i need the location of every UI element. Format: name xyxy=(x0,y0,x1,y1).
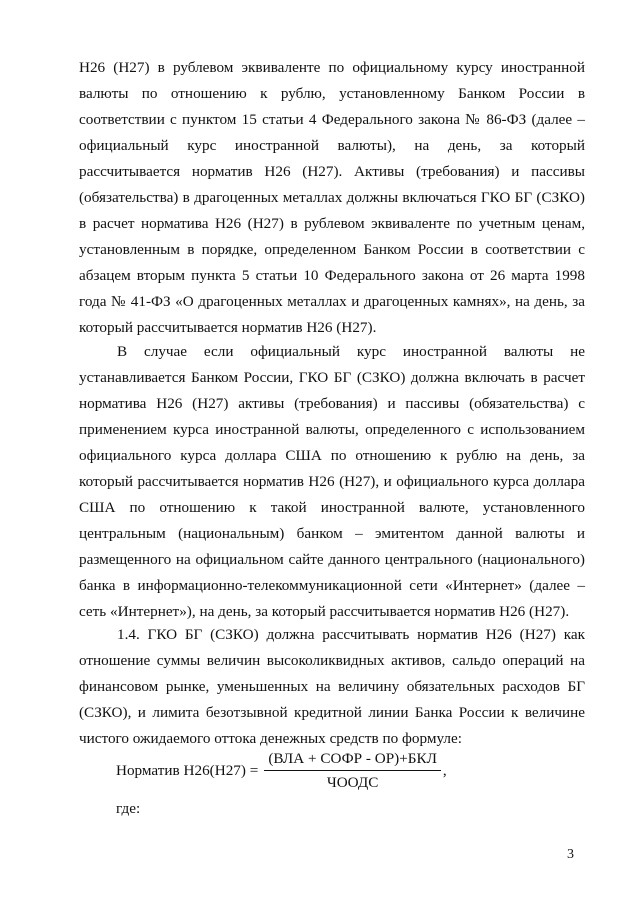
where-label: где: xyxy=(116,800,141,817)
formula-fraction xyxy=(264,750,441,792)
formula-lhs: Норматив Н26(Н27) = xyxy=(116,762,259,779)
formula-trailing-comma: , xyxy=(442,762,447,779)
formula-numerator: (ВЛА + СОФР - ОР)+БКЛ xyxy=(264,750,441,771)
paragraph-currency-conversion: Н26 (Н27) в рублевом эквиваленте по официальному курсу иностранной валюты по отношению к рублю, установленному Банком России в соответствии с пунктом 15 статьи 4 Федерального закона № 86-ФЗ (далее – официальный курс иностранной валюты), на день, за который рассчитывается норматив Н26 (Н27). Активы (требования) и пассивы (обязательства) в драгоценных металлах должны включаться ГКО БГ (СЗКО) в расчет норматива Н26 (Н27) в рублевом эквиваленте по учетным ценам, установленным в порядке, определенном Банком России в соответствии с абзацем вторым пункта 5 статьи 10 Федерального закона от 26 марта 1998 года № 41-ФЗ «О драгоценных металлах и драгоценных камнях», на день, за который рассчитывается норматив Н26 (Н27). xyxy=(79,59,585,336)
ratio-formula xyxy=(116,750,447,792)
page-number: 3 xyxy=(567,847,574,862)
paragraph-foreign-currency-rate: В случае если официальный курс иностранной валюты не устанавливается Банком России, ГКО БГ (СЗКО) должна включать в расчет норматива Н26 (Н27) активы (требования) и пассивы (обязательства) с применением курса иностранной валюты, определенного с использованием официального курса доллара США по отношению к рублю на день, за который рассчитывается норматив Н26 (Н27), и официального курса доллара США по отношению к такой иностранной валюте, установленного центральным (национальным) банком – эмитентом данной валюты и размещенного на официальном сайте данного центрального (национального) банка в информационно-телекоммуникационной сети «Интернет» (далее – сеть «Интернет»), на день, за который рассчитывается норматив Н26 (Н27). xyxy=(79,343,585,620)
formula-denominator: ЧООДС xyxy=(326,774,379,791)
paragraph-calculation-rule: 1.4. ГКО БГ (СЗКО) должна рассчитывать норматив Н26 (Н27) как отношение суммы величин высоколиквидных активов, сальдо операций на финансовом рынке, уменьшенных на величину обязательных расходов БГ (СЗКО), и лимита безотзывной кредитной линии Банка России к величине чистого ожидаемого оттока денежных средств по формуле: xyxy=(79,626,585,747)
